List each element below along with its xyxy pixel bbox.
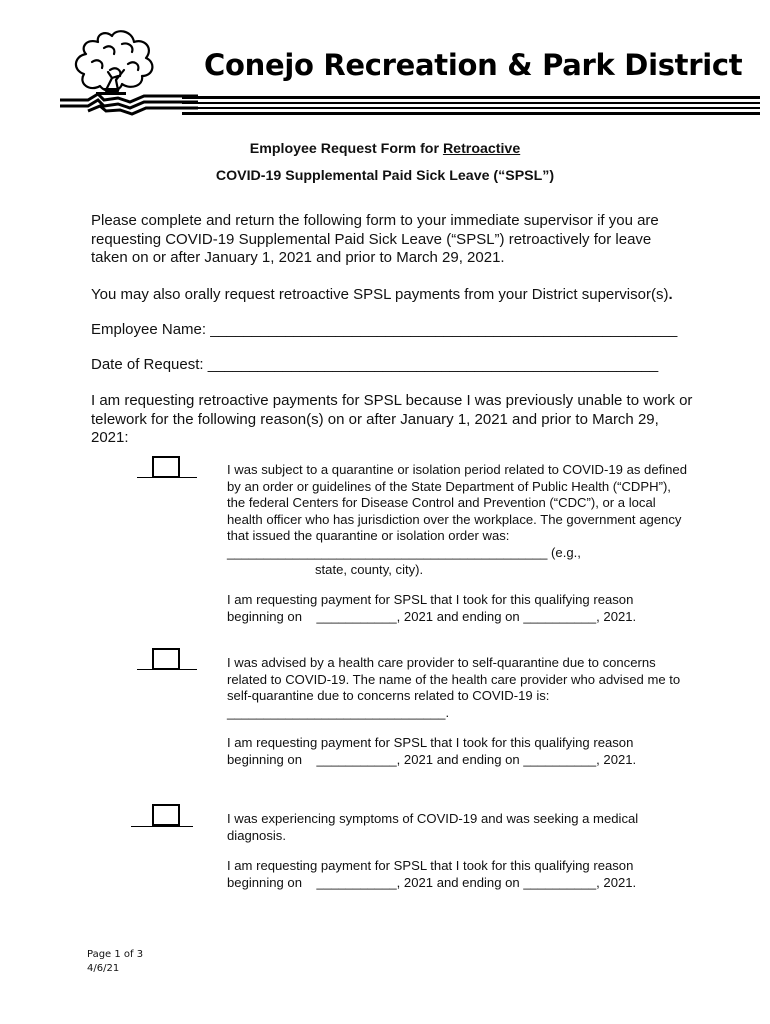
reason-2 (227, 655, 687, 769)
organization-name: Conejo Recreation & Park District (204, 48, 743, 82)
header-rule (182, 102, 760, 104)
reason-1-payment-dates-field[interactable]: beginning on ___________, 2021 and ending on __________, 2021. (227, 608, 637, 624)
reason-1-payment-line: I am requesting payment for SPSL that I took for this qualifying reason (227, 592, 634, 608)
reason-2-payment-line: I am requesting payment for SPSL that I took for this qualifying reason (227, 735, 634, 751)
reason-1 (227, 462, 687, 625)
reason-intro-paragraph: I am requesting retroactive payments for SPSL because I was previously unable to work or telework for the following reason(s) on or after January 1, 2021 and prior to March 29, 2021: (91, 392, 693, 446)
header-rule (182, 112, 760, 115)
reason-2-payment-dates-field[interactable]: beginning on ___________, 2021 and ending on __________, 2021. (227, 751, 637, 767)
reason-2-checkbox[interactable] (152, 648, 180, 670)
title-underlined-word: Retroactive (442, 141, 521, 157)
header-rule (182, 107, 760, 109)
oral-request-paragraph: You may also orally request retroactive SPSL payments from your District supervisor(s). (91, 286, 673, 303)
reason-3 (227, 811, 687, 891)
page-number: Page 1 of 3 (87, 949, 144, 960)
employee-name-field[interactable]: Employee Name: ________________________________________________________ (91, 321, 678, 338)
reason-3-payment-line: I am requesting payment for SPSL that I took for this qualifying reason (227, 858, 634, 874)
reason-3-checkbox[interactable] (152, 804, 180, 826)
page-footer (87, 948, 143, 976)
date-of-request-field[interactable]: Date of Request: ______________________________________________________ (91, 356, 659, 373)
reason-3-payment-dates-field[interactable]: beginning on ___________, 2021 and ending on __________, 2021. (227, 874, 637, 890)
reason-1-text-cont: state, county, city). (315, 561, 424, 577)
form-title: Employee Request Form for Retroactive (249, 141, 521, 157)
reason-1-checkbox[interactable] (152, 456, 180, 478)
oak-tree-logo-icon (58, 14, 198, 124)
reason-3-text: I was experiencing symptoms of COVID-19 and was seeking a medical diagnosis. (227, 811, 639, 843)
header-rule (182, 96, 760, 99)
checkbox-underline (131, 826, 193, 827)
footer-date: 4/6/21 (87, 963, 120, 974)
form-subtitle: COVID-19 Supplemental Paid Sick Leave (“SPSL”) (215, 168, 555, 184)
intro-paragraph: Please complete and return the following form to your immediate supervisor if you are requesting COVID-19 Supplemental Paid Sick Leave (“SPSL”) retroactively for leave taken on or after January 1, 2021 and prior to March 29, 2021. (91, 212, 659, 266)
reason-1-text: I was subject to a quarantine or isolation period related to COVID-19 as defined by an order or guidelines of the State Department of Public Health (“CDPH”), the federal Centers for Disease Control and Prevention (“CDC”), or a local health officer who has jurisdiction over the workplace. The government agency that issued the quarantine or isolation order was: ____________________________________________ (e.g., (227, 462, 688, 560)
reason-2-text: I was advised by a health care provider to self-quarantine due to concerns related to COVID-19. The name of the health care provider who advised me to self-quarantine due to concerns related to COVID-19 is: ______________________________. (227, 655, 681, 720)
